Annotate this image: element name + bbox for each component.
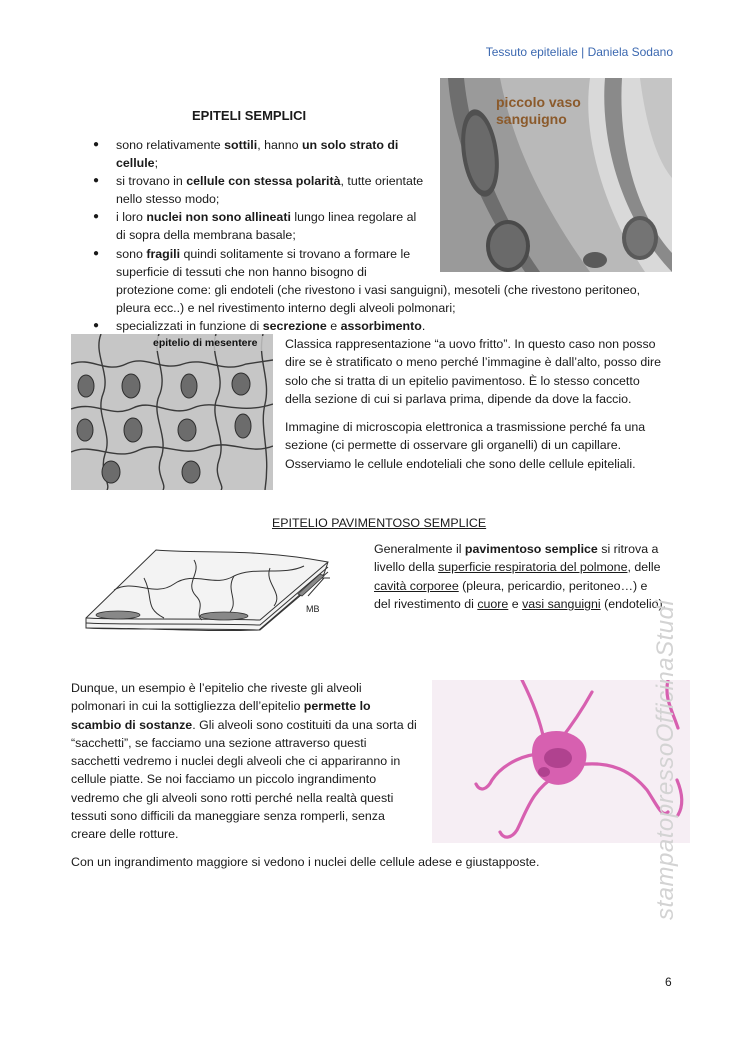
micrograph-blood-vessel [440, 78, 672, 272]
p3-line: vedremo che gli alveoli sono rotti perché nella realtà questi [71, 790, 394, 805]
p2-line: Osserviamo le cellule endoteliali che sono delle cellule epiteliali. [285, 456, 636, 471]
bullet-4-line-1: sono fragili quindi solitamente si trovano a formare le [116, 247, 411, 261]
bullet-5-line-1: specializzati in funzione di secrezione e assorbimento. [116, 319, 426, 333]
vessel-label [496, 94, 581, 128]
bullet-2-line-2: nello stesso modo; [116, 192, 220, 206]
bullet-4-line-3: protezione come: gli endoteli (che rivestono i vasi sanguigni), mesoteli (che rivestono peritoneo, [116, 283, 641, 297]
p-pav-line-1: Generalmente il pavimentoso semplice si ritrova a [374, 542, 659, 556]
vessel-label-line-2: sanguigno [496, 111, 567, 127]
p-pav-line-3: cavità corporee (pleura, pericardio, peritoneo…) e [374, 578, 648, 593]
p1-line: solo che si tratta di un epitelio pavimentoso. È lo stesso concetto [285, 373, 640, 388]
paragraph-fried-egg [285, 335, 695, 408]
bullet-dot: ● [93, 139, 100, 150]
running-header: Tessuto epiteliale | Daniela Sodano [485, 45, 673, 59]
bullet-dot: ● [93, 211, 100, 222]
paragraph-alveoli [71, 679, 421, 844]
bullet-4-line-2: superficie di tessuti che non hanno bisogno di [116, 265, 367, 279]
p-pav-line-4: del rivestimento di cuore e vasi sanguigni (endotelio). [374, 596, 667, 611]
p3-line: cellule piatte. Se noi facciamo un piccolo ingrandimento [71, 772, 377, 787]
p3-line: creare delle rotture. [71, 827, 179, 842]
section-title-text: EPITELIO PAVIMENTOSO SEMPLICE [272, 516, 487, 530]
paragraph-pavimentoso [374, 540, 694, 613]
p3-line: “sacchetti”, se facciamo una sezione attraverso questi [71, 735, 367, 750]
p1-line: della sezione di cui si parlava prima, dipende da dove la faccio. [285, 391, 632, 406]
mb-label: MB [306, 604, 320, 614]
p3-line: sacchetti vedremo i nuclei degli alveoli che ci appariranno in [71, 754, 401, 769]
p2-line: sezione (ci permette di osservare gli organelli) di un capillare. [285, 438, 622, 453]
bullet-3-line-1: i loro nuclei non sono allineati lungo linea regolare al [116, 210, 417, 224]
watermark: stampatopressoOfficinaStudi [652, 599, 679, 920]
vessel-label-line-1: piccolo vaso [496, 94, 581, 110]
diagram-squamous-epithelium [84, 548, 340, 638]
bullet-1-line-2: cellule; [116, 156, 159, 170]
page-number: 6 [665, 975, 672, 989]
p-pav-line-2: livello della superficie respiratoria del polmone, delle [374, 560, 661, 575]
micrograph-mesentery-image [71, 334, 273, 490]
bullet-4-line-4: pleura ecc..) e nel rivestimento interno degli alveoli polmonari; [116, 301, 456, 315]
section-title-epiteli-semplici: EPITELI SEMPLICI [192, 108, 307, 123]
squamous-diagram-image [84, 548, 340, 638]
bullet-3-line-2: di sopra della membrana basale; [116, 228, 296, 242]
p3-line: tessuti sono difficili da maneggiare senza romperli, senza [71, 809, 385, 824]
p3-line: scambio di sostanze. Gli alveoli sono costituiti da una sorta di [71, 717, 417, 732]
p3-line: Dunque, un esempio è l’epitelio che riveste gli alveoli [71, 681, 362, 695]
p1-line: Classica rappresentazione “a uovo fritto”. In questo caso non posso [285, 337, 656, 351]
bullet-dot: ● [93, 175, 100, 186]
section-title-pavimentoso [272, 514, 486, 532]
p2-line: Immagine di microscopia elettronica a trasmissione perché fa una [285, 420, 646, 434]
paragraph-magnification: Con un ingrandimento maggiore si vedono i nuclei delle cellule adese e giustapposte. [71, 855, 540, 869]
mesentery-label: epitelio di mesentere [153, 337, 258, 349]
bullet-1-line-1: sono relativamente sottili, hanno un solo strato di [116, 138, 399, 152]
p1-line: dire se è stratificato o meno perché l’immagine è dall’alto, posso dire [285, 355, 662, 370]
p3-line: polmonari in cui la sottigliezza dell’epitelio permette lo [71, 699, 371, 714]
bullet-dot: ● [93, 320, 100, 331]
bullet-dot: ● [93, 248, 100, 259]
micrograph-mesentery-epithelium [71, 334, 273, 490]
paragraph-electron-microscopy [285, 418, 695, 473]
bullet-2-line-1: si trovano in cellule con stessa polarità, tutte orientate [116, 174, 424, 188]
